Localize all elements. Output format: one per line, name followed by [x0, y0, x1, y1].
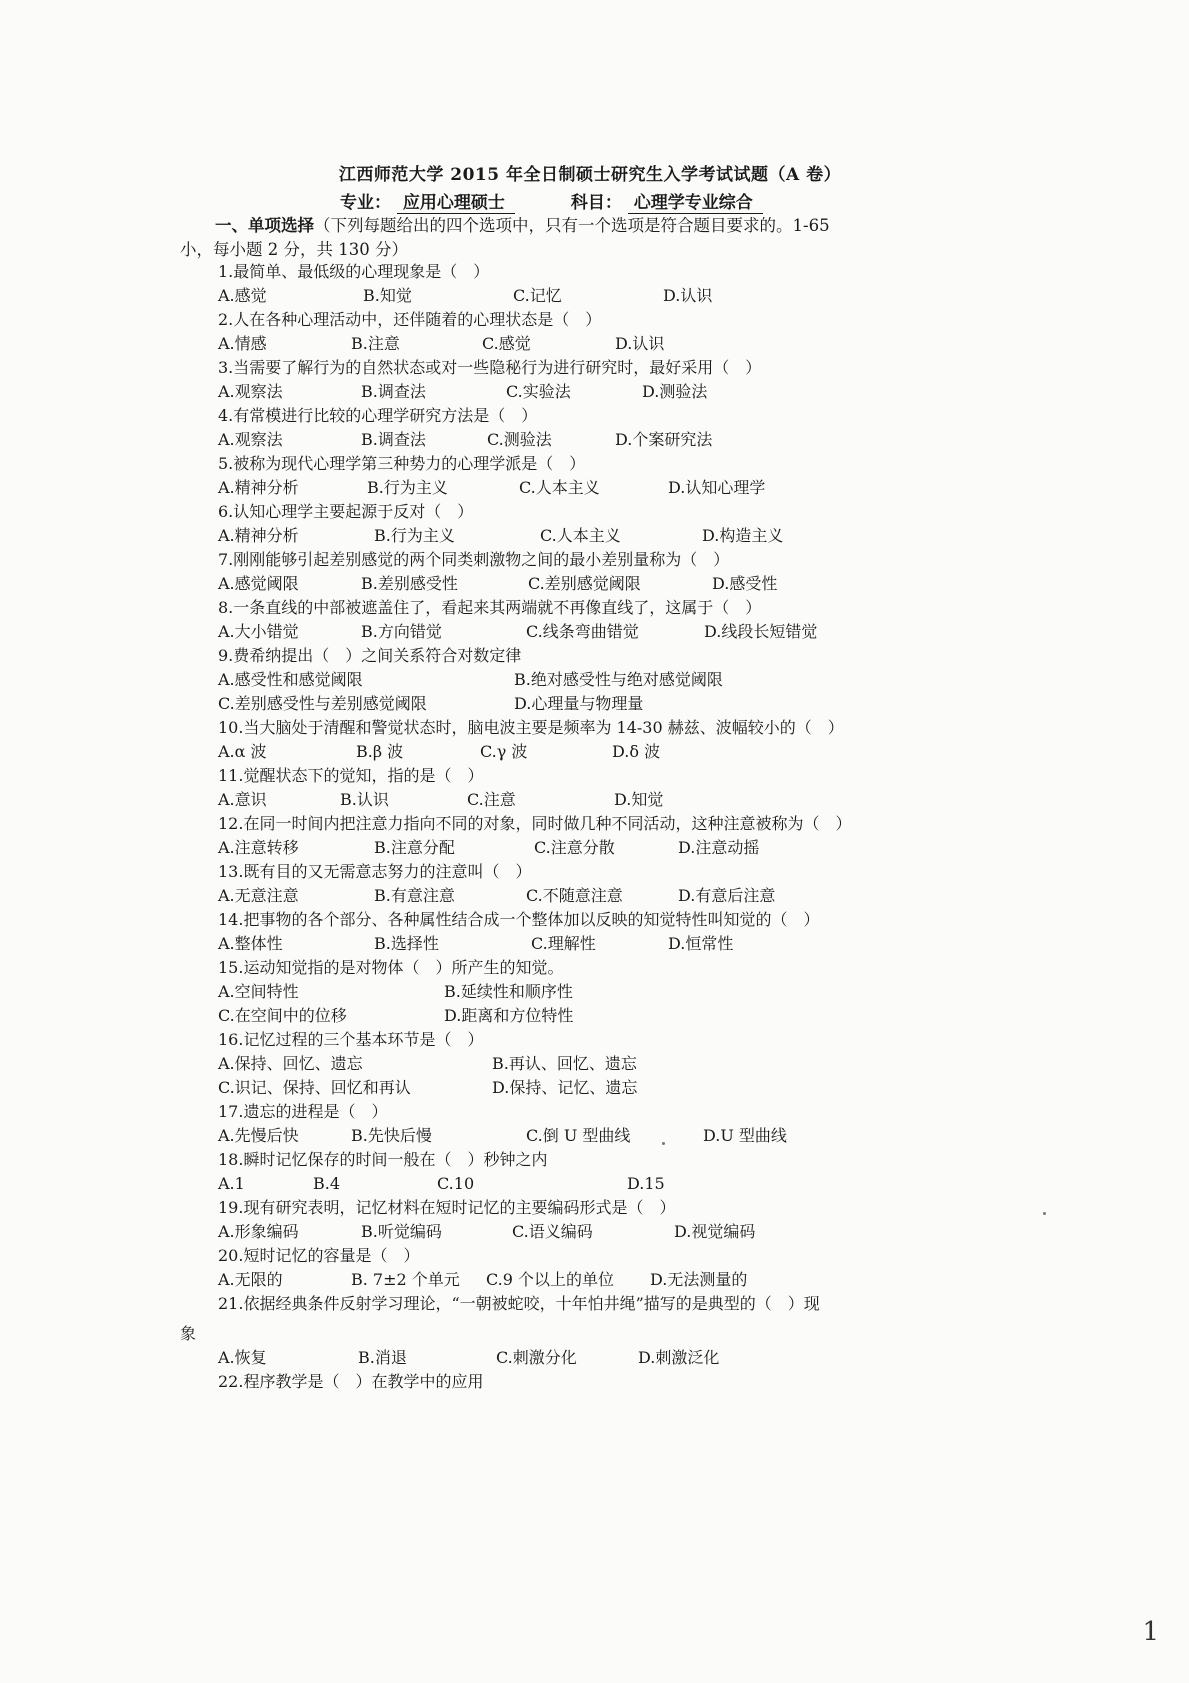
options-row: [218, 620, 938, 644]
question-stem: [218, 1196, 938, 1220]
option-c: C.感觉: [482, 334, 531, 353]
option-b: B.行为主义: [374, 526, 455, 545]
question-stem: [218, 908, 938, 932]
option-a: A.空间特性: [218, 982, 299, 1001]
major-value: 应用心理硕士: [397, 188, 515, 214]
question-stem: [218, 1244, 938, 1268]
question-stem: [218, 548, 938, 572]
option-b: B.消退: [358, 1348, 407, 1367]
subject-value: 心理学专业综合: [628, 188, 763, 214]
option-c: C.语义编码: [512, 1222, 593, 1241]
question-text: 5.被称为现代心理学第三种势力的心理学派是（ ）: [218, 454, 586, 473]
question-text: 20.短时记忆的容量是（ ）: [218, 1246, 420, 1265]
option-c: C.识记、保持、回忆和再认: [218, 1078, 411, 1097]
option-b: B.选择性: [374, 934, 439, 953]
option-a: A.先慢后快: [218, 1126, 299, 1145]
option-c: C.在空间中的位移: [218, 1006, 347, 1025]
question-text: 4.有常模进行比较的心理学研究方法是（ ）: [218, 406, 538, 425]
option-d: D.保持、记忆、遗忘: [492, 1078, 638, 1097]
options-row: [218, 1268, 938, 1292]
options-row: [218, 740, 938, 764]
option-a: A.感受性和感觉阈限: [218, 670, 363, 689]
option-a: A.无限的: [218, 1270, 283, 1289]
option-a: A.感觉: [218, 286, 267, 305]
option-d: D.认知心理学: [668, 478, 766, 497]
options-row: [218, 332, 938, 356]
options-row: [218, 932, 938, 956]
option-d: D.有意后注意: [678, 886, 776, 905]
option-b: B. 7±2 个单元: [351, 1270, 460, 1289]
question-stem: [218, 644, 938, 668]
option-a: A.1: [218, 1174, 245, 1193]
option-b: B.调查法: [361, 382, 426, 401]
question-stem: [218, 1100, 938, 1124]
options-row: [218, 524, 938, 548]
options-row: [218, 836, 938, 860]
option-a: A.α 波: [218, 742, 267, 761]
option-c: C.差别感觉阈限: [528, 574, 641, 593]
question-text-cont: 象: [180, 1324, 197, 1343]
question-text: 2.人在各种心理活动中，还伴随着的心理状态是（ ）: [218, 310, 602, 329]
question-stem: [218, 404, 938, 428]
option-a: A.形象编码: [218, 1222, 299, 1241]
question-text: 10.当大脑处于清醒和警觉状态时，脑电波主要是频率为 14-30 赫兹、波幅较小的（ ）: [218, 718, 844, 737]
option-c: C.线条弯曲错觉: [526, 622, 639, 641]
question-stem: [218, 500, 938, 524]
question-text: 13.既有目的又无需意志努力的注意叫（ ）: [218, 862, 532, 881]
question-stem: [218, 764, 938, 788]
question-stem: [218, 1370, 938, 1394]
options-row: [218, 1346, 938, 1370]
question-text: 1.最简单、最低级的心理现象是（ ）: [218, 262, 490, 281]
option-a: A.无意注意: [218, 886, 299, 905]
option-a: A.大小错觉: [218, 622, 299, 641]
question-stem: [218, 716, 938, 740]
option-a: A.意识: [218, 790, 267, 809]
option-c: C.注意分散: [534, 838, 615, 857]
option-a: A.精神分析: [218, 526, 299, 545]
option-d: D.认识: [663, 286, 713, 305]
option-d: D.距离和方位特性: [444, 1006, 574, 1025]
option-d: D.心理量与物理量: [514, 694, 644, 713]
options-row: [218, 1076, 938, 1100]
options-row: [218, 1124, 938, 1148]
question-text: 11.觉醒状态下的觉知，指的是（ ）: [218, 766, 484, 785]
question-stem: [218, 356, 938, 380]
option-a: A.恢复: [218, 1348, 267, 1367]
question-stem: [218, 860, 938, 884]
option-c: C.实验法: [506, 382, 571, 401]
question-text: 15.运动知觉指的是对物体（ ）所产生的知觉。: [218, 958, 564, 977]
page-number: 1: [1142, 1617, 1159, 1647]
subject-label: 科目：: [570, 193, 622, 213]
option-d: D.知觉: [614, 790, 664, 809]
option-c: C.不随意注意: [526, 886, 623, 905]
option-d: D.注意动摇: [678, 838, 760, 857]
question-text: 22.程序教学是（ ）在教学中的应用: [218, 1372, 484, 1391]
question-text: 12.在同一时间内把注意力指向不同的对象，同时做几种不同活动，这种注意被称为（ ）: [218, 814, 852, 833]
option-b: B.注意分配: [374, 838, 455, 857]
option-c: C.测验法: [487, 430, 552, 449]
options-row: [218, 476, 938, 500]
option-a: A.精神分析: [218, 478, 299, 497]
options-row: [218, 1172, 938, 1196]
question-list: [180, 260, 938, 1394]
section-instruction: （下列每题给出的四个选项中，只有一个选项是符合题目要求的。1-65: [314, 216, 830, 235]
scan-speck: [662, 1142, 665, 1145]
option-a: A.情感: [218, 334, 267, 353]
question-text: 17.遗忘的进程是（ ）: [218, 1102, 388, 1121]
option-b: B.听觉编码: [361, 1222, 442, 1241]
question-stem: [218, 452, 938, 476]
option-d: D.恒常性: [668, 934, 734, 953]
option-c: C.γ 波: [480, 742, 528, 761]
options-row: [218, 1004, 938, 1028]
options-row: [218, 428, 938, 452]
option-c: C.9 个以上的单位: [486, 1270, 615, 1289]
option-a: A.感觉阈限: [218, 574, 299, 593]
option-d: D.刺激泛化: [638, 1348, 720, 1367]
option-d: D.视觉编码: [674, 1222, 756, 1241]
option-b: B.知觉: [363, 286, 412, 305]
question-stem: [218, 596, 938, 620]
option-d: D.感受性: [712, 574, 778, 593]
question-text: 16.记忆过程的三个基本环节是（ ）: [218, 1030, 484, 1049]
option-b: B.方向错觉: [361, 622, 442, 641]
question-stem: [218, 308, 938, 332]
option-c: C.人本主义: [519, 478, 600, 497]
question-stem: [218, 956, 938, 980]
options-row: [218, 980, 938, 1004]
options-row: [218, 380, 938, 404]
option-c: C.理解性: [531, 934, 596, 953]
option-b: B.注意: [351, 334, 400, 353]
option-d: D.构造主义: [702, 526, 784, 545]
option-b: B.延续性和顺序性: [444, 982, 573, 1001]
option-d: D.线段长短错觉: [704, 622, 818, 641]
option-b: B.再认、回忆、遗忘: [492, 1054, 637, 1073]
question-text: 18.瞬时记忆保存的时间一般在（ ）秒钟之内: [218, 1150, 548, 1169]
option-a: A.注意转移: [218, 838, 299, 857]
options-row: [218, 692, 938, 716]
option-a: A.整体性: [218, 934, 283, 953]
scan-speck: [1043, 1212, 1046, 1215]
options-row: [218, 1220, 938, 1244]
option-b: B.行为主义: [367, 478, 448, 497]
option-b: B.有意注意: [374, 886, 455, 905]
option-b: B.差别感受性: [361, 574, 458, 593]
option-a: A.保持、回忆、遗忘: [218, 1054, 363, 1073]
option-b: B.绝对感受性与绝对感觉阈限: [514, 670, 723, 689]
question-text: 14.把事物的各个部分、各种属性结合成一个整体加以反映的知觉特性叫知觉的（ ）: [218, 910, 820, 929]
option-c: C.记忆: [513, 286, 562, 305]
options-row: [218, 572, 938, 596]
question-text: 21.依据经典条件反射学习理论，“一朝被蛇咬，十年怕井绳”描写的是典型的（ ）现: [218, 1294, 820, 1313]
option-c: C.倒 U 型曲线: [526, 1126, 631, 1145]
option-b: B.β 波: [356, 742, 404, 761]
question-stem: [180, 1292, 938, 1346]
question-stem: [218, 1148, 938, 1172]
option-d: D.认识: [615, 334, 665, 353]
major-subject-row: [340, 188, 763, 214]
question-stem: [218, 260, 938, 284]
question-text: 8.一条直线的中部被遮盖住了，看起来其两端就不再像直线了，这属于（ ）: [218, 598, 762, 617]
option-c: C.差别感受性与差别感觉阈限: [218, 694, 427, 713]
option-d: D.δ 波: [612, 742, 661, 761]
option-b: B.4: [313, 1174, 341, 1193]
option-d: D.15: [627, 1174, 665, 1193]
options-row: [218, 668, 938, 692]
question-text: 19.现有研究表明，记忆材料在短时记忆的主要编码形式是（ ）: [218, 1198, 676, 1217]
options-row: [218, 1052, 938, 1076]
option-b: B.认识: [340, 790, 389, 809]
exam-title: 江西师范大学 2015 年全日制硕士研究生入学考试试题（A 卷）: [338, 165, 842, 185]
option-d: D.测验法: [642, 382, 708, 401]
question-text: 6.认知心理学主要起源于反对（ ）: [218, 502, 474, 521]
question-stem: [218, 1028, 938, 1052]
question-stem: [218, 812, 938, 836]
question-text: 3.当需要了解行为的自然状态或对一些隐秘行为进行研究时，最好采用（ ）: [218, 358, 762, 377]
option-c: C.刺激分化: [496, 1348, 577, 1367]
option-d: D.无法测量的: [650, 1270, 748, 1289]
option-b: B.调查法: [361, 430, 426, 449]
question-text: 9.费希纳提出（ ）之间关系符合对数定律: [218, 646, 522, 665]
options-row: [218, 284, 938, 308]
option-d: D.U 型曲线: [703, 1126, 787, 1145]
option-d: D.个案研究法: [615, 430, 713, 449]
options-row: [218, 788, 938, 812]
section-instructions: [180, 214, 925, 262]
option-c: C.10: [437, 1174, 475, 1193]
section-heading: 一、单项选择: [215, 216, 314, 235]
section-instruction-cont: 小，每小题 2 分，共 130 分）: [180, 240, 408, 259]
option-a: A.观察法: [218, 430, 283, 449]
option-c: C.注意: [467, 790, 516, 809]
question-text: 7.刚刚能够引起差别感觉的两个同类刺激物之间的最小差别量称为（ ）: [218, 550, 730, 569]
option-b: B.先快后慢: [351, 1126, 432, 1145]
major-label: 专业：: [340, 193, 391, 213]
options-row: [218, 884, 938, 908]
option-c: C.人本主义: [540, 526, 621, 545]
option-a: A.观察法: [218, 382, 283, 401]
